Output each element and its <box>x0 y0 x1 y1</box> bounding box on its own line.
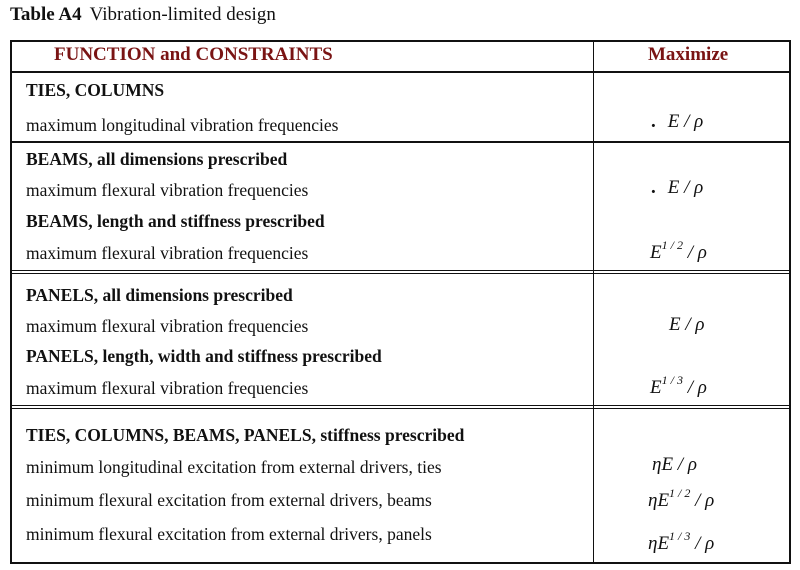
index-formula: . E / ρ <box>651 177 704 198</box>
row-description: minimum flexural excitation from external drivers, panels <box>26 524 432 544</box>
index-formula: $\eta E^{1 / 2}$ / ρ <box>648 486 715 511</box>
row-title: TIES, COLUMNS <box>26 80 165 100</box>
row-title: BEAMS, length and stiffness prescribed <box>26 211 325 231</box>
row-title: BEAMS, all dimensions prescribed <box>26 149 288 169</box>
index-formula: $E^{1 / 3}$ / ρ <box>650 373 707 398</box>
row-divider <box>10 408 791 409</box>
table-title: Vibration-limited design <box>89 4 276 25</box>
function-column-header: FUNCTION and CONSTRAINTS <box>54 44 333 65</box>
row-title: PANELS, length, width and stiffness prescribed <box>26 346 382 366</box>
row-description: maximum flexural vibration frequencies <box>26 180 309 200</box>
index-formula: . E / ρ <box>651 111 704 132</box>
row-divider <box>10 141 791 143</box>
index-formula: ηE / ρ <box>652 454 697 475</box>
index-formula: $\eta E^{1 / 3}$ / ρ <box>648 529 715 554</box>
row-description: minimum longitudinal excitation from external drivers, ties <box>26 457 442 477</box>
maximize-column-header: Maximize <box>648 44 729 65</box>
row-description: maximum flexural vibration frequencies <box>26 316 309 336</box>
row-title: TIES, COLUMNS, BEAMS, PANELS, stiffness prescribed <box>26 425 465 445</box>
row-divider <box>10 405 791 406</box>
column-divider <box>593 40 594 564</box>
row-description: minimum flexural excitation from external drivers, beams <box>26 490 432 510</box>
row-description: maximum longitudinal vibration frequencies <box>26 115 339 135</box>
row-description: maximum flexural vibration frequencies <box>26 378 309 398</box>
row-description: maximum flexural vibration frequencies <box>26 243 309 263</box>
header-rule <box>10 71 791 73</box>
index-formula: E / ρ <box>669 314 705 335</box>
table-number: Table A4 <box>10 4 82 25</box>
row-divider <box>10 270 791 271</box>
table-caption <box>10 4 276 26</box>
row-title: PANELS, all dimensions prescribed <box>26 285 293 305</box>
row-divider <box>10 273 791 274</box>
index-formula: $E^{1 / 2}$ / ρ <box>650 238 707 263</box>
